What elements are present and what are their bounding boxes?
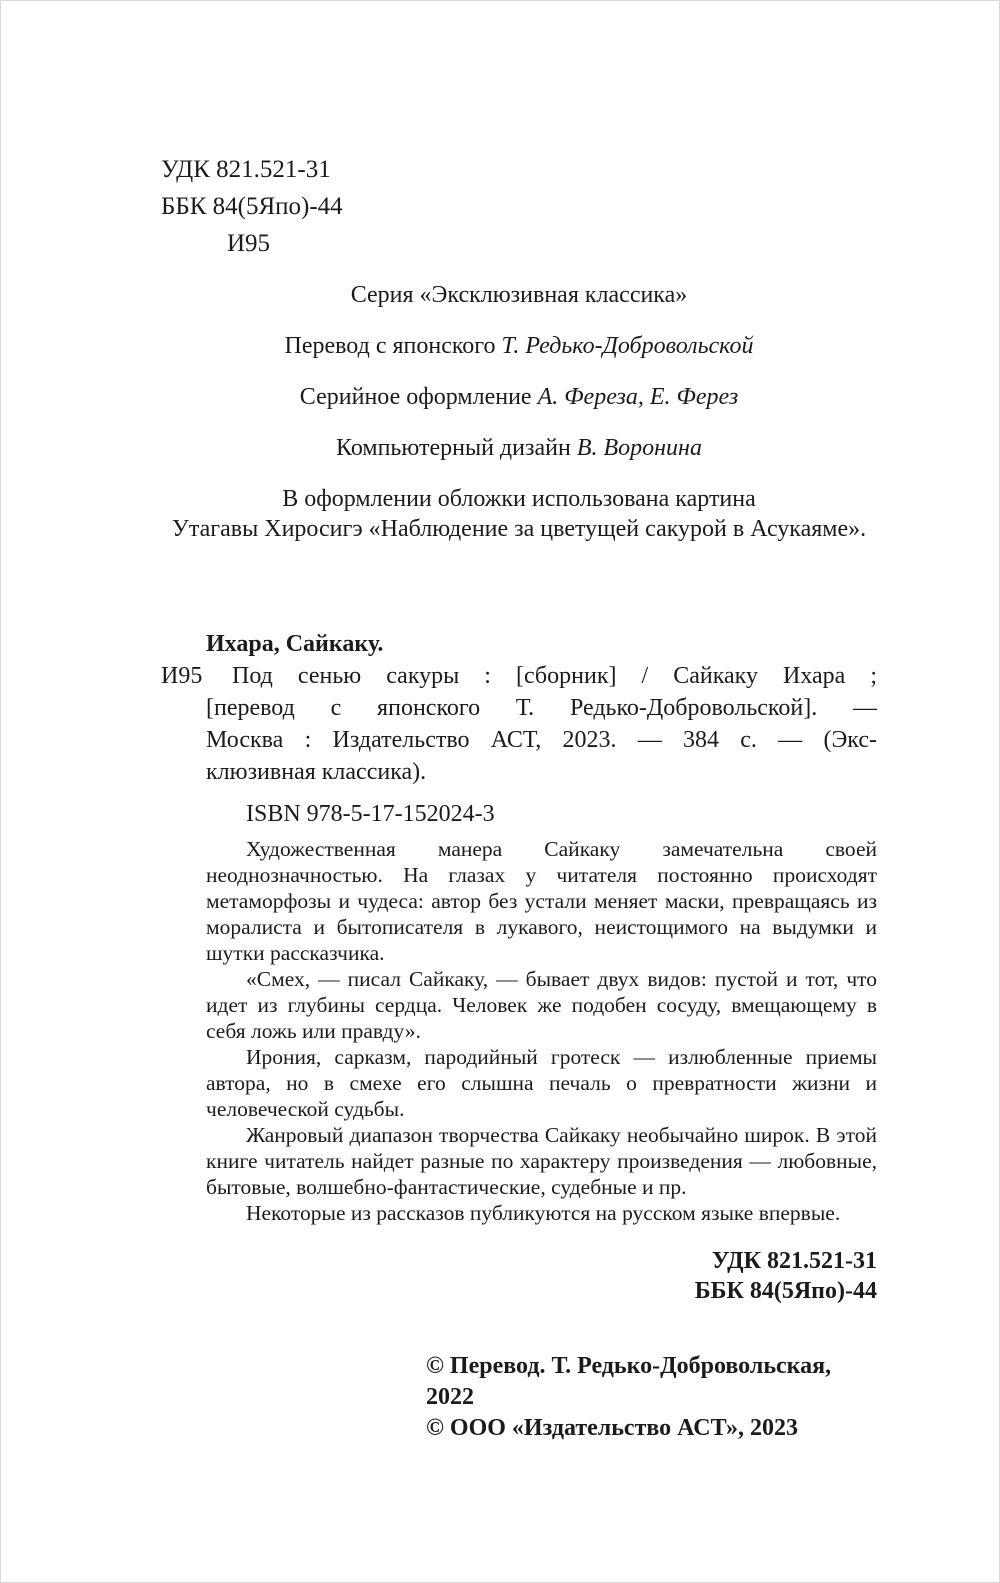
bib-entry-line: [перевод с японского Т. Редько-Добровольской]. — [206,695,877,721]
bib-entry-line: клюзивная классика). [206,759,427,785]
computer-design-prefix: Компьютерный дизайн [336,435,577,461]
top-codes-block [161,151,877,262]
annotation-block [206,836,877,1226]
cover-art-note [161,484,877,544]
cover-art-note-line2: Утагавы Хиросигэ «Наблюдение за цветущей сакурой в Асукаяме». [171,516,867,542]
copyright-publisher: © ООО «Издательство АСТ», 2023 [426,1415,799,1441]
bib-entry-line: Москва : Издательство АСТ, 2023. — 384 с. — (Экс- [206,727,877,753]
computer-design-credit [161,433,877,463]
annotation-paragraph: Художественная манера Сайкаку замечательна своей неоднозначностью. На глазах у читателя постоянно происходят метаморфозы и чудеса: автор без устали меняет маски, превращаясь из моралиста и бытописателя в лукавого, неистощимого на выдумки и шутки рассказчика. [206,837,877,965]
copyright-translation: © Перевод. Т. Редько-Добровольская, 2022 [426,1353,832,1410]
author-sign-code: И95 [227,230,271,257]
udk-code: УДК 821.521-31 [161,156,331,183]
annotation-paragraph: Некоторые из рассказов публикуются на русском языке впервые. [246,1201,841,1225]
computer-designer-name: В. Воронина [576,435,702,461]
isbn-line: ISBN 978-5-17-152024-3 [246,801,495,827]
bbk-code: ББК 84(5Япо)-44 [161,193,343,220]
bibliographic-record [161,628,877,830]
bib-entry-line: Под сенью сакуры : [сборник] / Сайкаку Ихара ; [232,663,877,689]
bottom-bbk-code: ББК 84(5Япо)-44 [694,1278,877,1304]
translation-credit-prefix: Перевод с японского [284,333,502,359]
translator-name: Т. Редько-Добровольской [501,333,754,359]
cover-art-note-line1: В оформлении обложки использована картина [282,486,756,512]
annotation-paragraph: Ирония, сарказм, пародийный гротеск — излюбленные приемы автора, но в смехе его слышна печаль о превратности жизни и человеческой судьбы. [206,1045,877,1121]
copyright-block [426,1351,877,1444]
credits-block [161,280,877,544]
bottom-udk-code: УДК 821.521-31 [711,1248,877,1274]
bib-author-sign: И95 [161,663,203,689]
annotation-paragraph: Жанровый диапазон творчества Сайкаку необычайно широк. В этой книге читатель найдет разные по характеру произведения — любовные, бытовые, волшебно-фантастические, судебные и пр. [206,1123,877,1199]
bottom-codes-block [161,1246,877,1306]
annotation-paragraph: «Смех, — писал Сайкаку, — бывает двух видов: пустой и тот, что идет из глубины сердца. Человек же подобен сосуду, вмещающему в себя ложь или правду». [206,967,877,1043]
series-design-credit [161,382,877,412]
bib-entry [161,660,877,788]
series-design-prefix: Серийное оформление [299,384,538,410]
bib-author-heading: Ихара, Сайкаку. [206,631,384,657]
page-content [161,151,877,1444]
translation-credit [161,331,877,361]
series-title: Серия «Эксклюзивная классика» [350,282,688,308]
series-designer-names: А. Фереза, Е. Ферез [537,384,739,410]
